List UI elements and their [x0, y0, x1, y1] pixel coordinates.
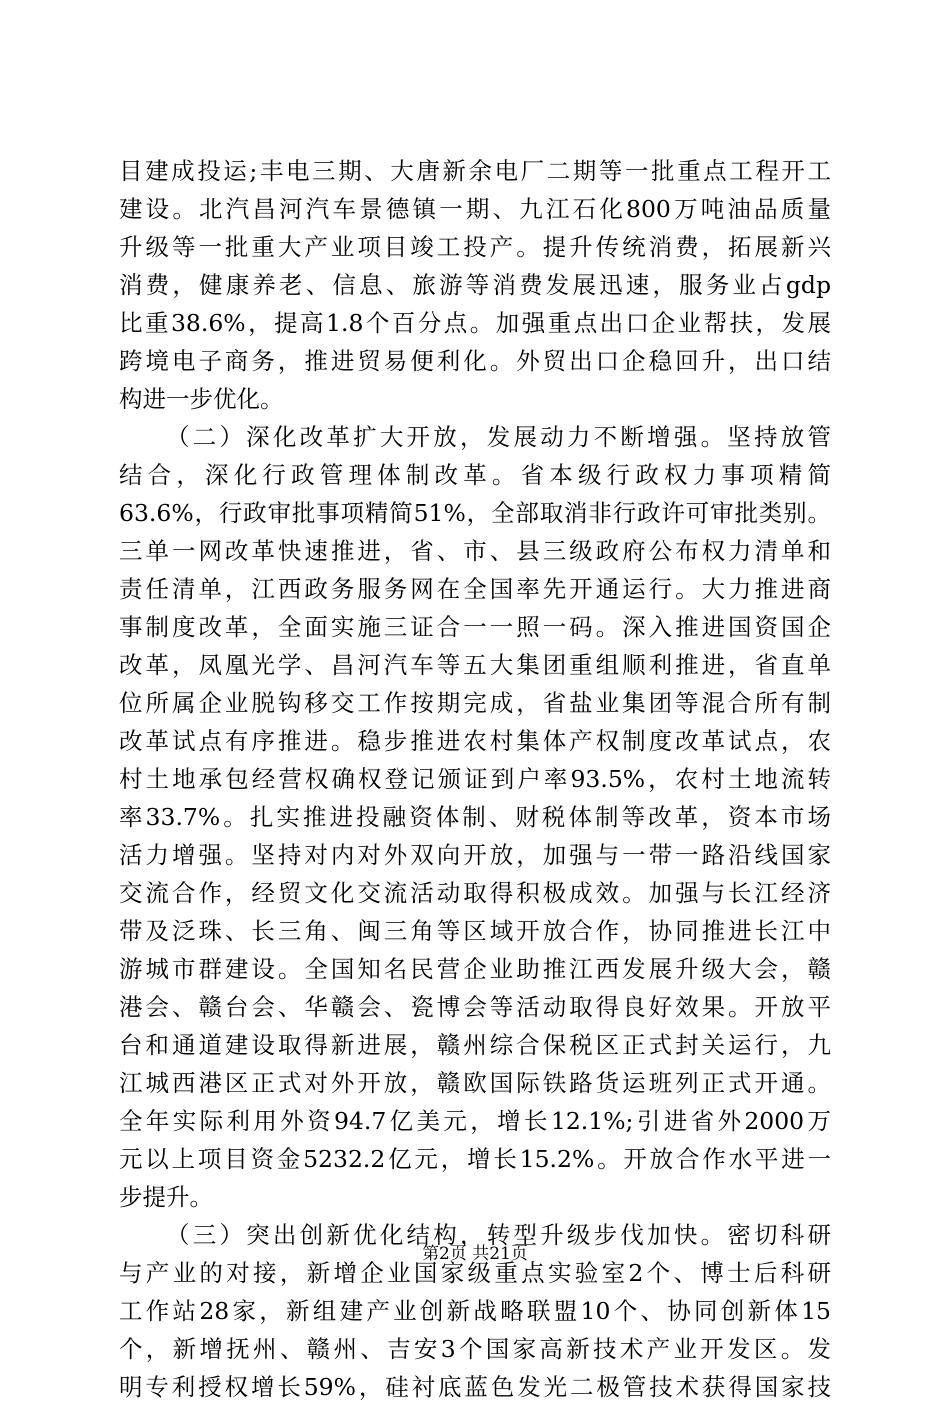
text-line: 目建成投运;丰电三期、大唐新余电厂二期等一批重点工程开工	[119, 157, 831, 185]
text-line: 升级等一批重大产业项目竣工投产。提升传统消费，拓展新兴	[119, 233, 831, 261]
text-line: 率33.7%。扎实推进投融资体制、财税体制等改革，资本市场	[119, 803, 831, 831]
text-line: 三单一网改革快速推进，省、市、县三级政府公布权力清单和	[119, 537, 831, 565]
text-line: 元以上项目资金5232.2亿元，增长15.2%。开放合作水平进一	[119, 1145, 831, 1173]
text-line: 结合，深化行政管理体制改革。省本级行政权力事项精简	[119, 461, 831, 489]
text-line: 步提升。	[119, 1183, 213, 1211]
text-line: 责任清单，江西政务服务网在全国率先开通运行。大力推进商	[119, 575, 831, 603]
text-line: （二）深化改革扩大开放，发展动力不断增强。坚持放管	[166, 423, 831, 451]
text-line: 事制度改革，全面实施三证合一一照一码。深入推进国资国企	[119, 613, 831, 641]
text-line: 村土地承包经营权确权登记颁证到户率93.5%，农村土地流转	[119, 765, 831, 793]
text-line: 改革试点有序推进。稳步推进农村集体产权制度改革试点，农	[119, 727, 831, 755]
text-line: 交流合作，经贸文化交流活动取得积极成效。加强与长江经济	[119, 879, 831, 907]
text-line: 明专利授权增长59%，硅衬底蓝色发光二极管技术获得国家技	[119, 1373, 831, 1401]
text-line: 构进一步优化。	[119, 385, 284, 413]
body-text	[119, 152, 831, 1406]
text-line: 位所属企业脱钩移交工作按期完成，省盐业集团等混合所有制	[119, 689, 831, 717]
text-line: 带及泛珠、长三角、闽三角等区域开放合作，协同推进长江中	[119, 917, 831, 945]
text-line: 与产业的对接，新增企业国家级重点实验室2个、博士后科研	[119, 1259, 831, 1287]
text-line: （三）突出创新优化结构，转型升级步伐加快。密切科研	[166, 1221, 831, 1249]
page-footer: 第2页 共21页	[422, 1244, 528, 1264]
text-line: 台和通道建设取得新进展，赣州综合保税区正式封关运行，九	[119, 1031, 831, 1059]
text-line: 跨境电子商务，推进贸易便利化。外贸出口企稳回升，出口结	[119, 347, 831, 375]
text-line: 建设。北汽昌河汽车景德镇一期、九江石化800万吨油品质量	[119, 195, 831, 223]
text-line: 活力增强。坚持对内对外双向开放，加强与一带一路沿线国家	[119, 841, 831, 869]
text-line: 港会、赣台会、华赣会、瓷博会等活动取得良好效果。开放平	[119, 993, 831, 1021]
text-line: 改革，凤凰光学、昌河汽车等五大集团重组顺利推进，省直单	[119, 651, 831, 679]
text-line: 游城市群建设。全国知名民营企业助推江西发展升级大会，赣	[119, 955, 831, 983]
text-line: 江城西港区正式对外开放，赣欧国际铁路货运班列正式开通。	[119, 1069, 831, 1097]
text-line: 63.6%，行政审批事项精简51%，全部取消非行政许可审批类别。	[119, 499, 831, 527]
text-line: 消费，健康养老、信息、旅游等消费发展迅速，服务业占gdp	[119, 271, 831, 299]
text-line: 全年实际利用外资94.7亿美元，增长12.1%;引进省外2000万	[119, 1107, 831, 1135]
text-line: 工作站28家，新组建产业创新战略联盟10个、协同创新体15	[119, 1297, 831, 1325]
text-line: 比重38.6%，提高1.8个百分点。加强重点出口企业帮扶，发展	[119, 309, 831, 337]
text-line: 个，新增抚州、赣州、吉安3个国家高新技术产业开发区。发	[119, 1335, 831, 1363]
